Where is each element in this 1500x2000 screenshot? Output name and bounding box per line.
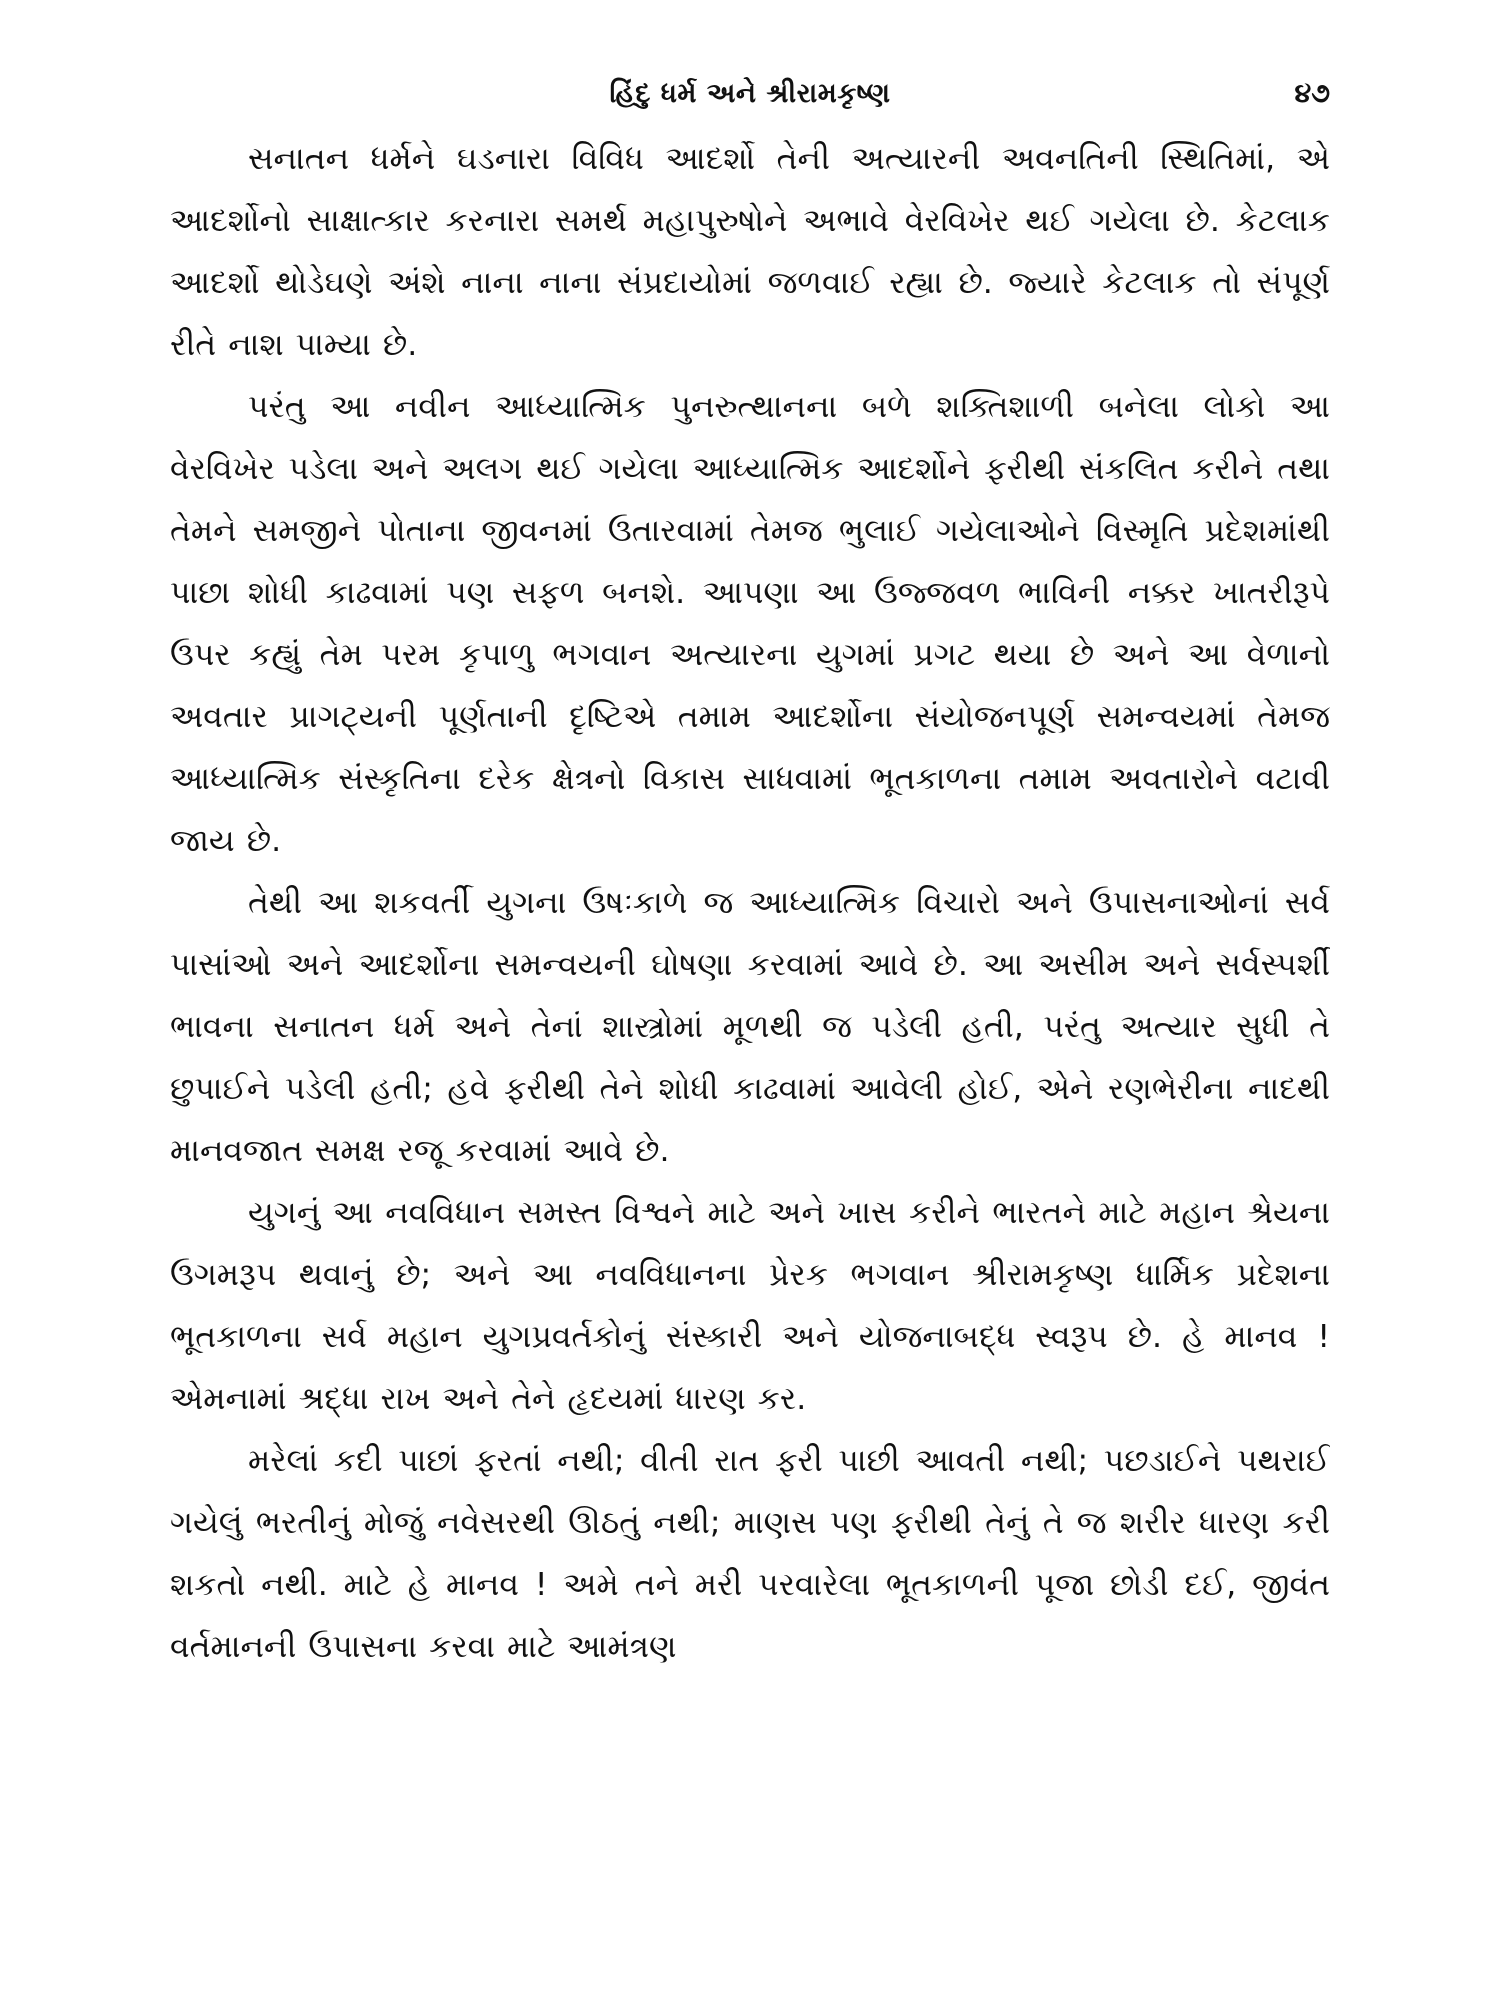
body-text: [170, 128, 1330, 1958]
header-title: હિંદુ ધર્મ અને શ્રીરામકૃષ્ણ: [609, 78, 891, 109]
paragraph-3: તેથી આ શકવર્તી યુગના ઉષઃકાળે જ આધ્યાત્મિક વિચારો અને ઉપાસનાઓનાં સર્વ પાસાંઓ અને આદર્શોના સમન્વયની ઘોષણા કરવામાં આવે છે. આ અસીમ અને સર્વસ્પર્શી ભાવના સનાતન ધર્મ અને તેનાં શાસ્ત્રોમાં મૂળથી જ પડેલી હતી, પરંતુ અત્યાર સુધી તે છુપાઈને પડેલી હતી; હવે ફરીથી તેને શોધી કાઢવામાં આવેલી હોઈ, એને રણભેરીના નાદથી માનવજાત સમક્ષ રજૂ કરવામાં આવે છે.: [170, 885, 1330, 1169]
running-header: [170, 78, 1330, 122]
paragraph-1: સનાતન ધર્મને ઘડનારા વિવિધ આદર્શો તેની અત્યારની અવનતિની સ્થિતિમાં, એ આદર્શોનો સાક્ષાત્કાર કરનારા સમર્થ મહાપુરુષોને અભાવે વેરવિખેર થઈ ગયેલા છે. કેટલાક આદર્શો થોડેઘણે અંશે નાના નાના સંપ્રદાયોમાં જળવાઈ રહ્યા છે. જ્યારે કેટલાક તો સંપૂર્ણ રીતે નાશ પામ્યા છે.: [170, 141, 1330, 363]
page-number: ૪૭: [1294, 78, 1330, 109]
paragraph-5: મરેલાં કદી પાછાં ફરતાં નથી; વીતી રાત ફરી પાછી આવતી નથી; પછડાઈને પથરાઈ ગયેલું ભરતીનું મોજું નવેસરથી ઊઠતું નથી; માણસ પણ ફરીથી તેનું તે જ શરીર ધારણ કરી શકતો નથી. માટે હે માનવ ! અમે તને મરી પરવારેલા ભૂતકાળની પૂજા છોડી દઈ, જીવંત વર્તમાનની ઉપાસના કરવા માટે આમંત્રણ: [170, 1443, 1330, 1665]
paragraph-4: યુગનું આ નવવિધાન સમસ્ત વિશ્વને માટે અને ખાસ કરીને ભારતને માટે મહાન શ્રેયના ઉગમરૂપ થવાનું છે; અને આ નવવિધાનના પ્રેરક ભગવાન શ્રીરામકૃષ્ણ ધાર્મિક પ્રદેશના ભૂતકાળના સર્વ મહાન યુગપ્રવર્તકોનું સંસ્કારી અને યોજનાબદ્ધ સ્વરૂપ છે. હે માનવ ! એમનામાં શ્રદ્ધા રાખ અને તેને હૃદયમાં ધારણ કર.: [170, 1195, 1330, 1417]
paragraph-2: પરંતુ આ નવીન આધ્યાત્મિક પુનરુત્થાનના બળે શક્તિશાળી બનેલા લોકો આ વેરવિખેર પડેલા અને અલગ થઈ ગયેલા આધ્યાત્મિક આદર્શોને ફરીથી સંકલિત કરીને તથા તેમને સમજીને પોતાના જીવનમાં ઉતારવામાં તેમજ ભુલાઈ ગયેલાઓને વિસ્મૃતિ પ્રદેશમાંથી પાછા શોધી કાઢવામાં પણ સફળ બનશે. આપણા આ ઉજ્જવળ ભાવિની નક્કર ખાતરીરૂપે ઉપર કહ્યું તેમ પરમ કૃપાળુ ભગવાન અત્યારના યુગમાં પ્રગટ થયા છે અને આ વેળાનો અવતાર પ્રાગટ્યની પૂર્ણતાની દૃષ્ટિએ તમામ આદર્શોના સંયોજનપૂર્ણ સમન્વયમાં તેમજ આધ્યાત્મિક સંસ્કૃતિના દરેક ક્ષેત્રનો વિકાસ સાધવામાં ભૂતકાળના તમામ અવતારોને વટાવી જાય છે.: [170, 389, 1330, 859]
